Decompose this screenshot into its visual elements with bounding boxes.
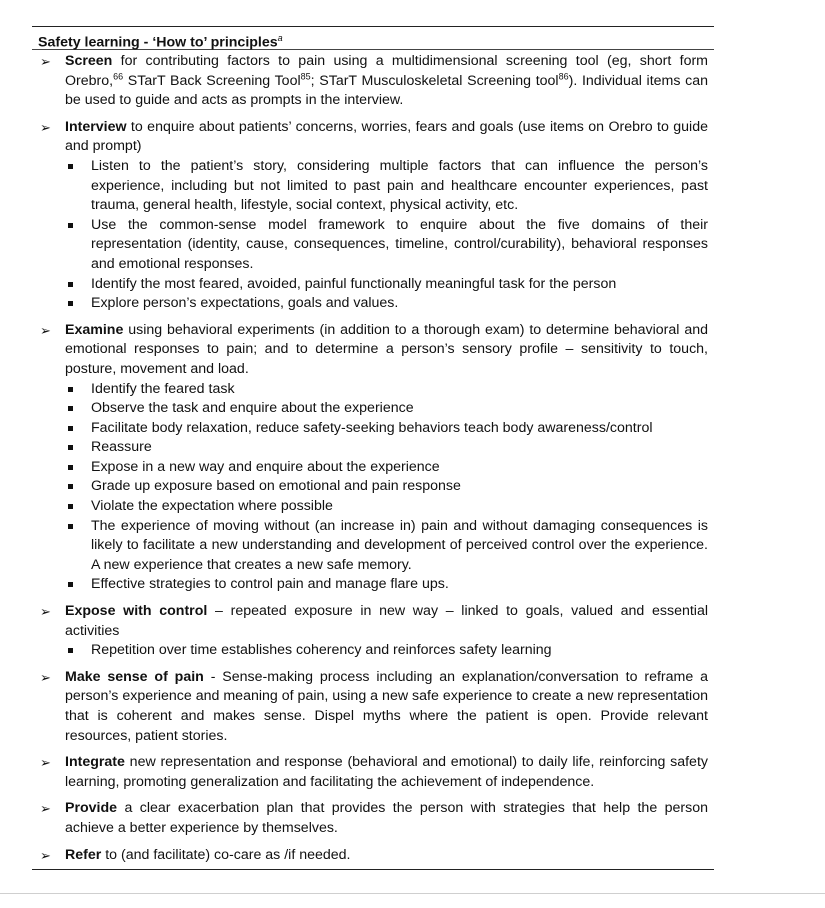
square-bullet-icon bbox=[68, 648, 73, 653]
sub-point bbox=[65, 458, 708, 478]
principle-item bbox=[38, 668, 708, 746]
sub-point-text: Identify the most feared, avoided, painful functionally meaningful task for the person bbox=[91, 275, 617, 292]
square-bullet-icon bbox=[68, 406, 73, 411]
principle-text bbox=[65, 668, 708, 746]
sub-point-text: The experience of moving without (an increase in) pain and without damaging consequences is likely to facilitate a new understanding and development of perceived control over the experience. A new experience that creates a new safe memory. bbox=[91, 517, 708, 573]
square-bullet-icon bbox=[68, 524, 73, 529]
principle-item bbox=[38, 602, 708, 661]
sub-point-text: Facilitate body relaxation, reduce safety-seeking behaviors teach body awareness/control bbox=[91, 419, 653, 436]
sub-point bbox=[65, 477, 708, 497]
reference-number: 66 bbox=[113, 70, 124, 81]
sub-point bbox=[65, 641, 708, 661]
principle-item bbox=[38, 321, 708, 595]
principle-keyword: Integrate bbox=[65, 754, 125, 771]
principles-list bbox=[32, 50, 714, 869]
arrow-bullet-icon: ➢ bbox=[40, 604, 51, 620]
sub-point bbox=[65, 517, 708, 576]
principle-keyword: Interview bbox=[65, 118, 127, 135]
sub-point-text: Listen to the patient’s story, considering multiple factors that can influence the person’s experience, including but not limited to past pain and healthcare encounter experiences, past trauma, general health, lifestyle, social context, physical activity, etc. bbox=[91, 157, 708, 214]
principle-description: to enquire about patients’ concerns, worries, fears and goals (use items on Orebro to guide and prompt) bbox=[65, 118, 708, 155]
sub-point-text: Explore person’s expectations, goals and values. bbox=[91, 295, 399, 312]
table-title-text: Safety learning - ‘How to’ principles bbox=[38, 34, 278, 51]
principle-description: for contributing factors to pain using a multidimensional screening tool (eg, short form Orebro, bbox=[65, 53, 708, 89]
square-bullet-icon bbox=[68, 282, 73, 287]
sub-point-text: Observe the task and enquire about the experience bbox=[91, 400, 414, 417]
principle-text bbox=[65, 753, 708, 792]
square-bullet-icon bbox=[68, 582, 73, 587]
reference-number: 86 bbox=[558, 70, 569, 81]
principle-text bbox=[65, 602, 708, 641]
sub-point bbox=[65, 380, 708, 400]
sub-point-text: Identify the feared task bbox=[91, 380, 235, 397]
sub-point-text: Use the common-sense model framework to enquire about the five domains of their representation (identity, cause, consequences, timeline, control/curability), behavioral responses and emotional responses. bbox=[91, 216, 708, 272]
sub-point-list bbox=[65, 380, 708, 596]
sub-point-text: Reassure bbox=[91, 439, 152, 456]
principle-description: ). Individual items can be used to guide and acts as prompts in the interview. bbox=[65, 72, 709, 109]
square-bullet-icon bbox=[68, 445, 73, 450]
arrow-bullet-icon: ➢ bbox=[40, 801, 51, 817]
principle-description: ; STarT Musculoskeletal Screening tool bbox=[310, 72, 559, 89]
principle-text bbox=[65, 321, 708, 380]
sub-point bbox=[65, 419, 708, 439]
principle-description: - Sense-making process including an explanation/conversation to reframe a person’s experience and meaning of pain, using a new safe experience to create a new representation that is coherent and makes sense. Dispel myths where the patient is open. Provide relevant resources, patient stories. bbox=[65, 668, 708, 744]
principle-item bbox=[38, 52, 708, 111]
title-footnote-marker: a bbox=[277, 33, 283, 43]
square-bullet-icon bbox=[68, 301, 73, 306]
principle-text bbox=[65, 846, 708, 866]
sub-point-list bbox=[65, 641, 708, 661]
arrow-bullet-icon: ➢ bbox=[40, 119, 51, 135]
principle-description: using behavioral experiments (in addition to a thorough exam) to determine behavioral and emotional responses to pain; and to determine a person’s sensory profile – sensitivity to touch, posture, movement and load. bbox=[65, 321, 708, 377]
principle-item bbox=[38, 846, 708, 866]
principle-item bbox=[38, 753, 708, 792]
sub-point bbox=[65, 157, 708, 216]
principle-description: a clear exacerbation plan that provides the person with strategies that help the person achieve a better experience by themselves. bbox=[65, 800, 708, 836]
page-divider bbox=[0, 893, 825, 894]
arrow-bullet-icon: ➢ bbox=[40, 54, 51, 69]
principle-description: – repeated exposure in new way – linked to goals, valued and essential activities bbox=[65, 603, 709, 639]
sub-point bbox=[65, 294, 708, 314]
arrow-bullet-icon: ➢ bbox=[40, 755, 51, 771]
square-bullet-icon bbox=[68, 223, 73, 228]
reference-number: 85 bbox=[300, 70, 311, 81]
arrow-bullet-icon: ➢ bbox=[40, 322, 51, 338]
principle-description: to (and facilitate) co-care as /if needed. bbox=[101, 846, 351, 863]
square-bullet-icon bbox=[68, 504, 73, 509]
principle-description: new representation and response (behavioral and emotional) to daily life, reinforcing safety learning, promoting generalization and facilitating the achievement of independence. bbox=[65, 754, 708, 790]
principle-item bbox=[38, 118, 708, 314]
arrow-bullet-icon: ➢ bbox=[40, 847, 51, 863]
square-bullet-icon bbox=[68, 164, 73, 169]
square-bullet-icon bbox=[68, 484, 73, 489]
sub-point bbox=[65, 275, 708, 295]
sub-point-text: Effective strategies to control pain and manage flare ups. bbox=[91, 576, 449, 593]
square-bullet-icon bbox=[68, 426, 73, 431]
sub-point-text: Repetition over time establishes coherency and reinforces safety learning bbox=[91, 642, 552, 659]
sub-point-text: Expose in a new way and enquire about the experience bbox=[91, 458, 440, 475]
principle-item bbox=[38, 799, 708, 838]
sub-point bbox=[65, 399, 708, 419]
principle-keyword: Provide bbox=[65, 800, 118, 817]
sub-point bbox=[65, 497, 708, 517]
principle-keyword: Examine bbox=[65, 321, 124, 338]
principle-text bbox=[65, 52, 708, 111]
principle-keyword: Refer bbox=[65, 846, 102, 863]
square-bullet-icon bbox=[68, 387, 73, 392]
principle-keyword: Expose with control bbox=[65, 603, 208, 620]
principle-keyword: Screen bbox=[65, 53, 113, 69]
principle-description: STarT Back Screening Tool bbox=[123, 72, 301, 89]
principle-text bbox=[65, 118, 708, 157]
square-bullet-icon bbox=[68, 465, 73, 470]
sub-point-text: Grade up exposure based on emotional and pain response bbox=[91, 478, 461, 495]
sub-point-list bbox=[65, 157, 708, 314]
sub-point bbox=[65, 575, 708, 595]
table-title bbox=[32, 27, 714, 50]
principle-text bbox=[65, 799, 708, 838]
sub-point bbox=[65, 438, 708, 458]
sub-point bbox=[65, 216, 708, 275]
principle-keyword: Make sense of pain bbox=[65, 668, 204, 685]
sub-point-text: Violate the expectation where possible bbox=[91, 498, 333, 515]
principles-table bbox=[32, 26, 714, 870]
arrow-bullet-icon: ➢ bbox=[40, 669, 51, 685]
